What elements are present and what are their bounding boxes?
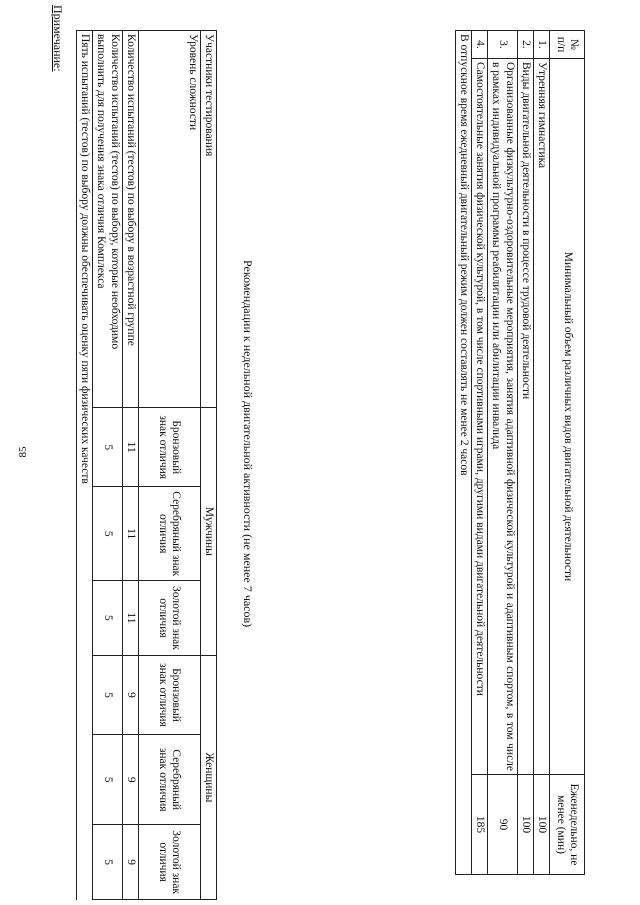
table-footer-note: Пять испытаний (тестов) по выбору должны обеспечивать оценку пяти физических качеств xyxy=(76,31,92,900)
table-cell: 11 xyxy=(122,487,138,581)
table-row xyxy=(517,31,533,875)
participants-label: Участники тестирования xyxy=(200,31,216,408)
table-cell: 5 xyxy=(93,655,122,734)
table-cell: 9 xyxy=(122,825,138,900)
minutes-cell: 90 xyxy=(488,775,517,875)
activity-cell: Виды двигательной деятельности в процессе трудовой деятельности xyxy=(517,58,533,774)
table-cell: 11 xyxy=(122,581,138,656)
badge-header: Серебряный знак отличия xyxy=(138,487,200,581)
table-row xyxy=(455,31,471,875)
activity-cell: Утренняя гимнастика xyxy=(533,58,549,774)
table-footer-note: В отпускное время ежедневный двигательный режим должен составлять не менее 2 часов xyxy=(455,31,471,875)
weekly-activity-table xyxy=(455,30,585,875)
row-number: 1. xyxy=(533,31,549,59)
table-cell: 9 xyxy=(122,735,138,825)
table-row xyxy=(93,31,122,900)
note-label: Примечание: xyxy=(51,5,65,72)
activity-cell: Самостоятельные занятия физической культурой, в том числе спортивными играми, другими видами двигательной деятельности xyxy=(471,58,487,774)
table-row xyxy=(138,31,200,900)
table-cell: 11 xyxy=(122,408,138,487)
minutes-cell: 100 xyxy=(533,775,549,875)
badge-header: Бронзовый знак отличия xyxy=(138,408,200,487)
table-row xyxy=(488,31,517,875)
table-cell: 5 xyxy=(93,581,122,656)
badge-header: Бронзовый знак отличия xyxy=(138,655,200,734)
row-number: 3. xyxy=(488,31,517,59)
table-cell: 5 xyxy=(93,408,122,487)
minutes-cell: 100 xyxy=(517,775,533,875)
complex-tests-table xyxy=(76,30,217,900)
recommendations-title: Рекомендации к недельной двигательной активности (не менее 7 часов) xyxy=(241,260,255,628)
difficulty-label: Уровень сложности xyxy=(138,31,200,408)
table-cell: 9 xyxy=(122,655,138,734)
table-row xyxy=(471,31,487,875)
men-header: Мужчины xyxy=(200,408,216,656)
row-label: Количество испытаний (тестов) по выбору, которые необходимо выполнить для получения знака отличия Комплекса xyxy=(93,31,122,408)
table-row xyxy=(200,31,216,900)
activity-cell: Организованные физкультурно-оздоровительные мероприятия, занятия адаптивной физической культурой и адаптивным спортом, в том числе в рамках индивидуальной программы реабилитации или абилитации инвалида xyxy=(488,58,517,774)
col-number-header: № п/п xyxy=(550,31,585,59)
row-number: 2. xyxy=(517,31,533,59)
col-activity-header: Минимальный объем различных видов двигательной деятельности xyxy=(550,58,585,774)
badge-header: Золотой знак отличия xyxy=(138,825,200,900)
col-weekly-header: Еженедельно, не менее (мин) xyxy=(550,775,585,875)
badge-header: Золотой знак отличия xyxy=(138,581,200,656)
table-row xyxy=(76,31,92,900)
table-cell: 5 xyxy=(93,735,122,825)
table-row xyxy=(550,31,585,875)
table-row xyxy=(122,31,138,900)
table-cell: 5 xyxy=(93,487,122,581)
row-number: 4. xyxy=(471,31,487,59)
row-label: Количество испытаний (тестов) по выбору в возрастной группе xyxy=(122,31,138,408)
page-number: 85 xyxy=(17,446,29,458)
badge-header: Серебряный знак отличия xyxy=(138,735,200,825)
table-cell: 5 xyxy=(93,825,122,900)
table-row xyxy=(533,31,549,875)
women-header: Женщины xyxy=(200,655,216,899)
minutes-cell: 185 xyxy=(471,775,487,875)
